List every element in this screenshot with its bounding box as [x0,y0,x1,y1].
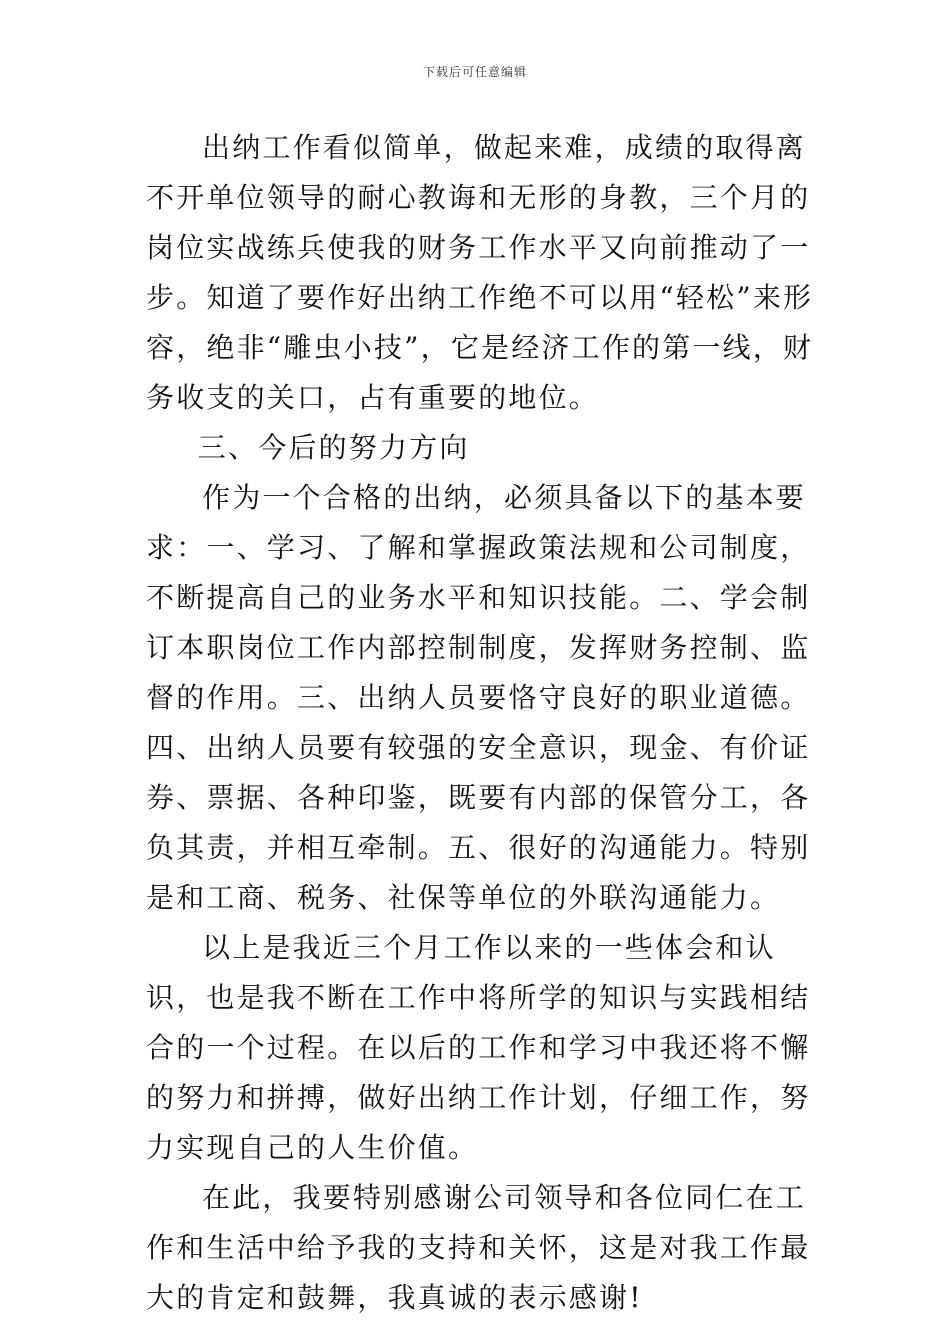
paragraph-basic-requirements: 作为一个合格的出纳，必须具备以下的基本要求：一、学习、了解和掌握政策法规和公司制度，不断提高自己的业务水平和知识技能。二、学会制订本职岗位工作内部控制制度，发挥财务控制、监督的作用。三、出纳人员要恪守良好的职业道德。四、出纳人员要有较强的安全意识，现金、有价证券、票据、各种印鉴，既要有内部的保管分工，各负其责，并相互牵制。五、很好的沟通能力。特别是和工商、税务、社保等单位的外联沟通能力。 [146,481,811,914]
paragraph-thanks: 在此，我要特别感谢公司领导和各位同仁在工作和生活中给予我的支持和关怀，这是对我工作最大的肯定和鼓舞，我真诚的表示感谢! [146,1181,811,1314]
section-heading-future-direction: 三、今后的努力方向 [197,431,470,464]
document-body [146,123,826,1323]
paragraph-reflection: 以上是我近三个月工作以来的一些体会和认识，也是我不断在工作中将所学的知识与实践相结合的一个过程。在以后的工作和学习中我还将不懈的努力和拼搏，做好出纳工作计划，仔细工作，努力实现自己的人生价值。 [146,931,811,1164]
paragraph-cashier-work: 出纳工作看似简单，做起来难，成绩的取得离不开单位领导的耐心教诲和无形的身教，三个月的岗位实战练兵使我的财务工作水平又向前推动了一步。知道了要作好出纳工作绝不可以用“轻松”来形容，绝非“雕虫小技”，它是经济工作的第一线，财务收支的关口，占有重要的地位。 [146,131,814,414]
header-note: 下载后可任意编辑 [422,65,527,79]
